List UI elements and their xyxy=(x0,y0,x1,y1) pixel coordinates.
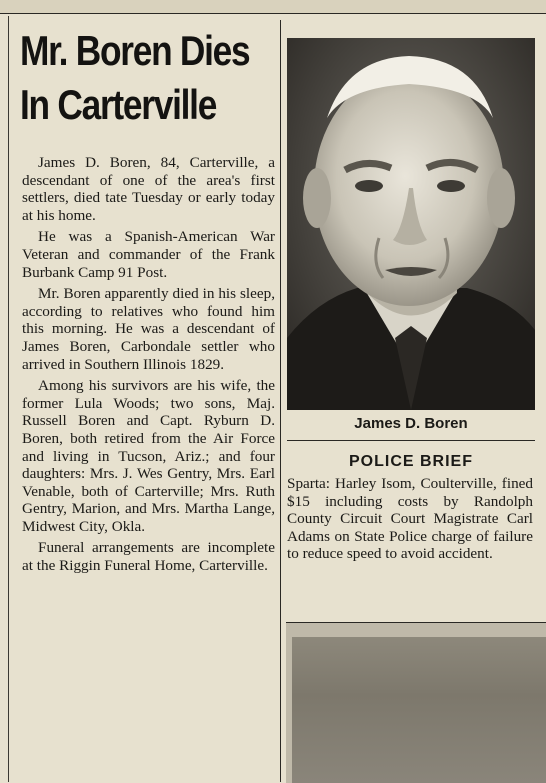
cut-off-previous-text xyxy=(0,0,546,14)
article-paragraph: James D. Boren, 84, Carterville, a descendant of one of the area's first settlers, died tate Tuesday or early today at his home. xyxy=(22,154,275,224)
article-paragraph: He was a Spanish-American War Veteran and commander of the Frank Burbank Camp 91 Post. xyxy=(22,228,275,281)
headline-line-2: In Carterville xyxy=(20,81,217,128)
article-paragraph: Mr. Boren apparently died in his sleep, according to relatives who found him this morning. He was a descendant of James Boren, Carbondale settler who arrived in Southern Illinois 1829. xyxy=(22,285,275,373)
article-paragraph: Funeral arrangements are incomplete at the Riggin Funeral Home, Carterville. xyxy=(22,539,275,575)
left-border-rule xyxy=(8,16,9,782)
adjacent-photo-fragment xyxy=(286,622,546,783)
article-paragraph: Among his survivors are his wife, the former Lula Woods; two sons, Maj. Russell Boren and Capt. Ryburn D. Boren, both retired from the Air Force and living in Tucson, Ariz.; and four daughters: Mrs. J. Wes Gentry, Mrs. Earl Venable, both of Carterville; Mrs. Ruth Gentry, Marion, and Mrs. Martha Lange, Midwest City, Okla. xyxy=(22,377,275,535)
photo-caption: James D. Boren xyxy=(354,415,468,432)
column-divider xyxy=(280,20,281,782)
section-divider xyxy=(287,440,535,441)
portrait-photo xyxy=(287,38,535,410)
article-body xyxy=(22,154,275,579)
headline-line-1: Mr. Boren Dies xyxy=(20,27,250,74)
photo-area xyxy=(292,637,546,783)
article-headline xyxy=(20,24,250,132)
police-brief-body: Sparta: Harley Isom, Coulterville, fined $15 including costs by Randolph County Circuit Court Magistrate Carl Adams on State Police charge of failure to reduce speed to avoid accident. xyxy=(287,475,533,563)
police-brief-title: POLICE BRIEF xyxy=(348,453,473,470)
portrait-illustration xyxy=(287,38,535,410)
